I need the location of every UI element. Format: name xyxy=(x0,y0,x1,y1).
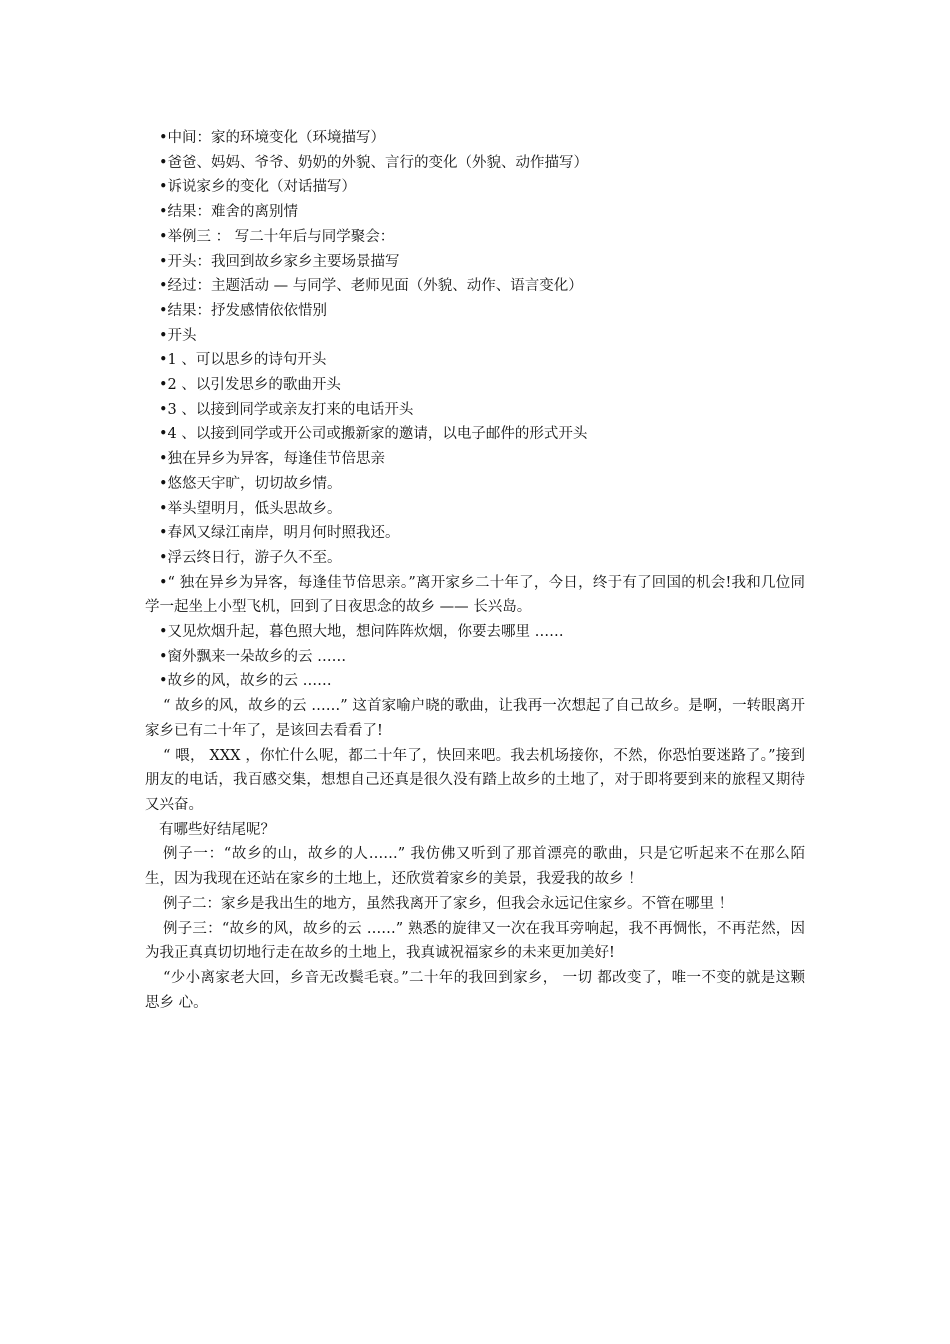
paragraph-phone-opening: “ 喂， XXX ，你忙什么呢，都二十年了，快回来吧。我去机场接你，不然，你恐怕要迷路了。”接到朋友的电话，我百感交集，想想自己还真是很久没有踏上故乡的土地了，对于即将要到来的旅程又期待又兴奋。 xyxy=(145,747,805,813)
opening-method-4: •4 、以接到同学或开公司或搬新家的邀请，以电子邮件的形式开头 xyxy=(159,426,588,443)
poem-line-2: •悠悠天宇旷，切切故乡情。 xyxy=(159,475,342,492)
question-endings: 有哪些好结尾呢？ xyxy=(159,821,275,838)
outline-family-changes: •爸爸、妈妈、爷爷、奶奶的外貌、言行的变化（外貌、动作描写） xyxy=(159,154,589,171)
opening-method-2: •2 、以引发思乡的歌曲开头 xyxy=(159,377,341,394)
paragraph-song-opening: “ 故乡的风，故乡的云 ……” 这首家喻户晓的歌曲，让我再一次想起了自己故乡。是啊，一转眼离开家乡已有二十年了，是该回去看看了! xyxy=(145,698,805,739)
document-body xyxy=(145,126,805,1015)
opening-method-1: •1 、可以思乡的诗句开头 xyxy=(159,352,327,369)
song-line-1: •又见炊烟升起，暮色照大地，想问阵阵炊烟，你要去哪里 …… xyxy=(159,624,564,641)
opening-method-3: •3 、以接到同学或亲友打来的电话开头 xyxy=(159,401,414,418)
outline-process: •经过：主题活动 — 与同学、老师见面（外貌、动作、语言变化） xyxy=(159,278,583,295)
song-line-3: •故乡的风，故乡的云 …… xyxy=(159,673,332,690)
ending-example-2: 例子二：家乡是我出生的地方，虽然我离开了家乡，但我会永远记住家乡。不管在哪里 ！ xyxy=(163,895,734,912)
outline-result-emotion: •结果：抒发感情依依惜别 xyxy=(159,302,328,319)
poem-line-4: •春风又绿江南岸，明月何时照我还。 xyxy=(159,525,400,542)
example-three-heading: •举例三 ： 写二十年后与同学聚会： xyxy=(159,228,395,245)
outline-result-farewell: •结果：难舍的离别情 xyxy=(159,204,299,221)
opening-heading: •开头 xyxy=(159,327,197,344)
song-line-2: •窗外飘来一朵故乡的云 …… xyxy=(159,648,347,665)
paragraph-flight-home: •“ 独在异乡为异客，每逢佳节倍思亲。”离开家乡二十年了，今日，终于有了回国的机会!我和几位同学一起坐上小型飞机，回到了日夜思念的故乡 —— 长兴岛。 xyxy=(145,574,805,616)
ending-example-1: 例子一：“故乡的山，故乡的人……” 我仿佛又听到了那首漂亮的歌曲，只是它听起来不在那么陌生，因为我现在还站在家乡的土地上，还欣赏着家乡的美景，我爱我的故乡 ！ xyxy=(145,846,805,888)
poem-line-5: •浮云终日行，游子久不至。 xyxy=(159,549,342,566)
outline-middle: •中间：家的环境变化（环境描写） xyxy=(159,130,386,146)
ending-example-3: 例子三：“故乡的风，故乡的云 ……” 熟悉的旋律又一次在我耳旁响起，我不再惆怅，不再茫然，因为我正真真切切地行走在故乡的土地上，我真诚祝福家乡的未来更加美好! xyxy=(145,920,805,962)
poem-line-3: •举头望明月，低头思故乡。 xyxy=(159,500,342,517)
outline-opening: •开头：我回到故乡家乡主要场景描写 xyxy=(159,253,400,270)
ending-final-paragraph: “少小离家老大回，乡音无改鬓毛衰。”二十年的我回到家乡， 一切 都改变了，唯一不变的就是这颗 思乡 心。 xyxy=(145,969,805,1011)
poem-line-1: •独在异乡为异客，每逢佳节倍思亲 xyxy=(159,451,386,468)
outline-hometown-changes: •诉说家乡的变化（对话描写） xyxy=(159,179,357,196)
